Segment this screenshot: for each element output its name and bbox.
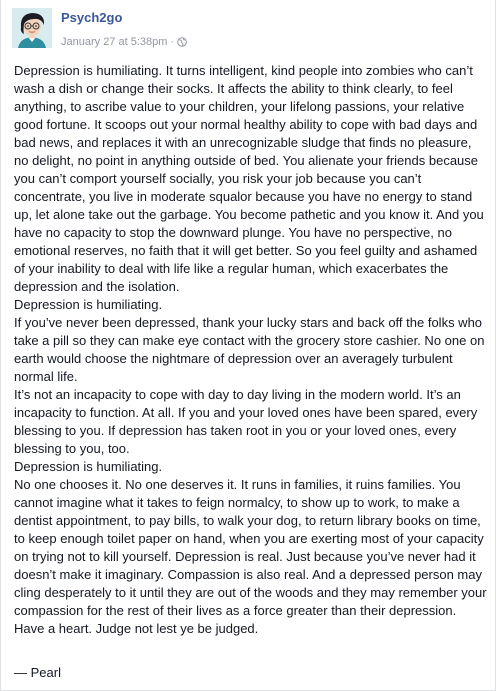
post-body: [14, 62, 489, 638]
cartoon-woman-avatar-icon: [12, 8, 52, 48]
globe-icon[interactable]: [177, 37, 187, 47]
post-paragraph: If you’ve never been depressed, thank your lucky stars and back off the folks who take a pill so they can make eye contact with the grocery store cashier. No one on earth would choose the nightmare of depression over an averagely turbulent normal life.: [14, 315, 485, 384]
post-signature: — Pearl: [14, 665, 61, 680]
post-author-link[interactable]: Psych2go: [61, 10, 123, 25]
post-paragraph: Depression is humiliating. It turns intelligent, kind people into zombies who can’t wash a dish or change their socks. It affects the ability to think clearly, to feel anything, to ascribe value to your children, your lifelong passions, your relative good fortune. It scoops out your normal healthy ability to cope with bad days and bad news, and replaces it with an unrecognizable sludge that finds no pleasure, no delight, no point in anything outside of bed. You alienate your friends because you can’t comport yourself socially, you risk your job because you can’t concentrate, you live in moderate squalor because you have no energy to stand up, let alone take out the garbage. You become pathetic and you know it. And you have no capacity to stop the downward plunge. You have no perspective, no emotional reserves, no faith that it will get better. So you feel guilty and ashamed of your inability to deal with life like a regular human, which exacerbates the depression and the isolation.: [14, 63, 484, 294]
post-paragraph: Depression is humiliating.: [14, 459, 163, 474]
post-meta: [61, 36, 187, 48]
avatar[interactable]: [12, 8, 52, 48]
post-paragraph: Depression is humiliating.: [14, 297, 163, 312]
post-paragraph: No one chooses it. No one deserves it. It runs in families, it ruins families. You cannot imagine what it takes to feign normalcy, to show up to work, to make a dentist appointment, to pay bills, to walk your dog, to return library books on time, to keep enough toilet paper on hand, when you are exerting most of your capacity on trying not to kill yourself. Depression is real. Just because you’ve never had it doesn’t make it imaginary. Compassion is also real. And a depressed person may cling desperately to it until they are out of the woods and they may remember your compassion for the rest of their lives as a force greater than their depression. Have a heart. Judge not lest ye be judged.: [14, 477, 487, 636]
post-timestamp[interactable]: January 27 at 5:38pm: [61, 36, 168, 48]
meta-separator: ·: [170, 36, 175, 48]
post-paragraph: It’s not an incapacity to cope with day to day living in the modern world. It’s an incapacity to function. At all. If you and your loved ones have been spared, every blessing to you. If depression has taken root in you or your loved ones, every blessing to you, too.: [14, 387, 478, 456]
